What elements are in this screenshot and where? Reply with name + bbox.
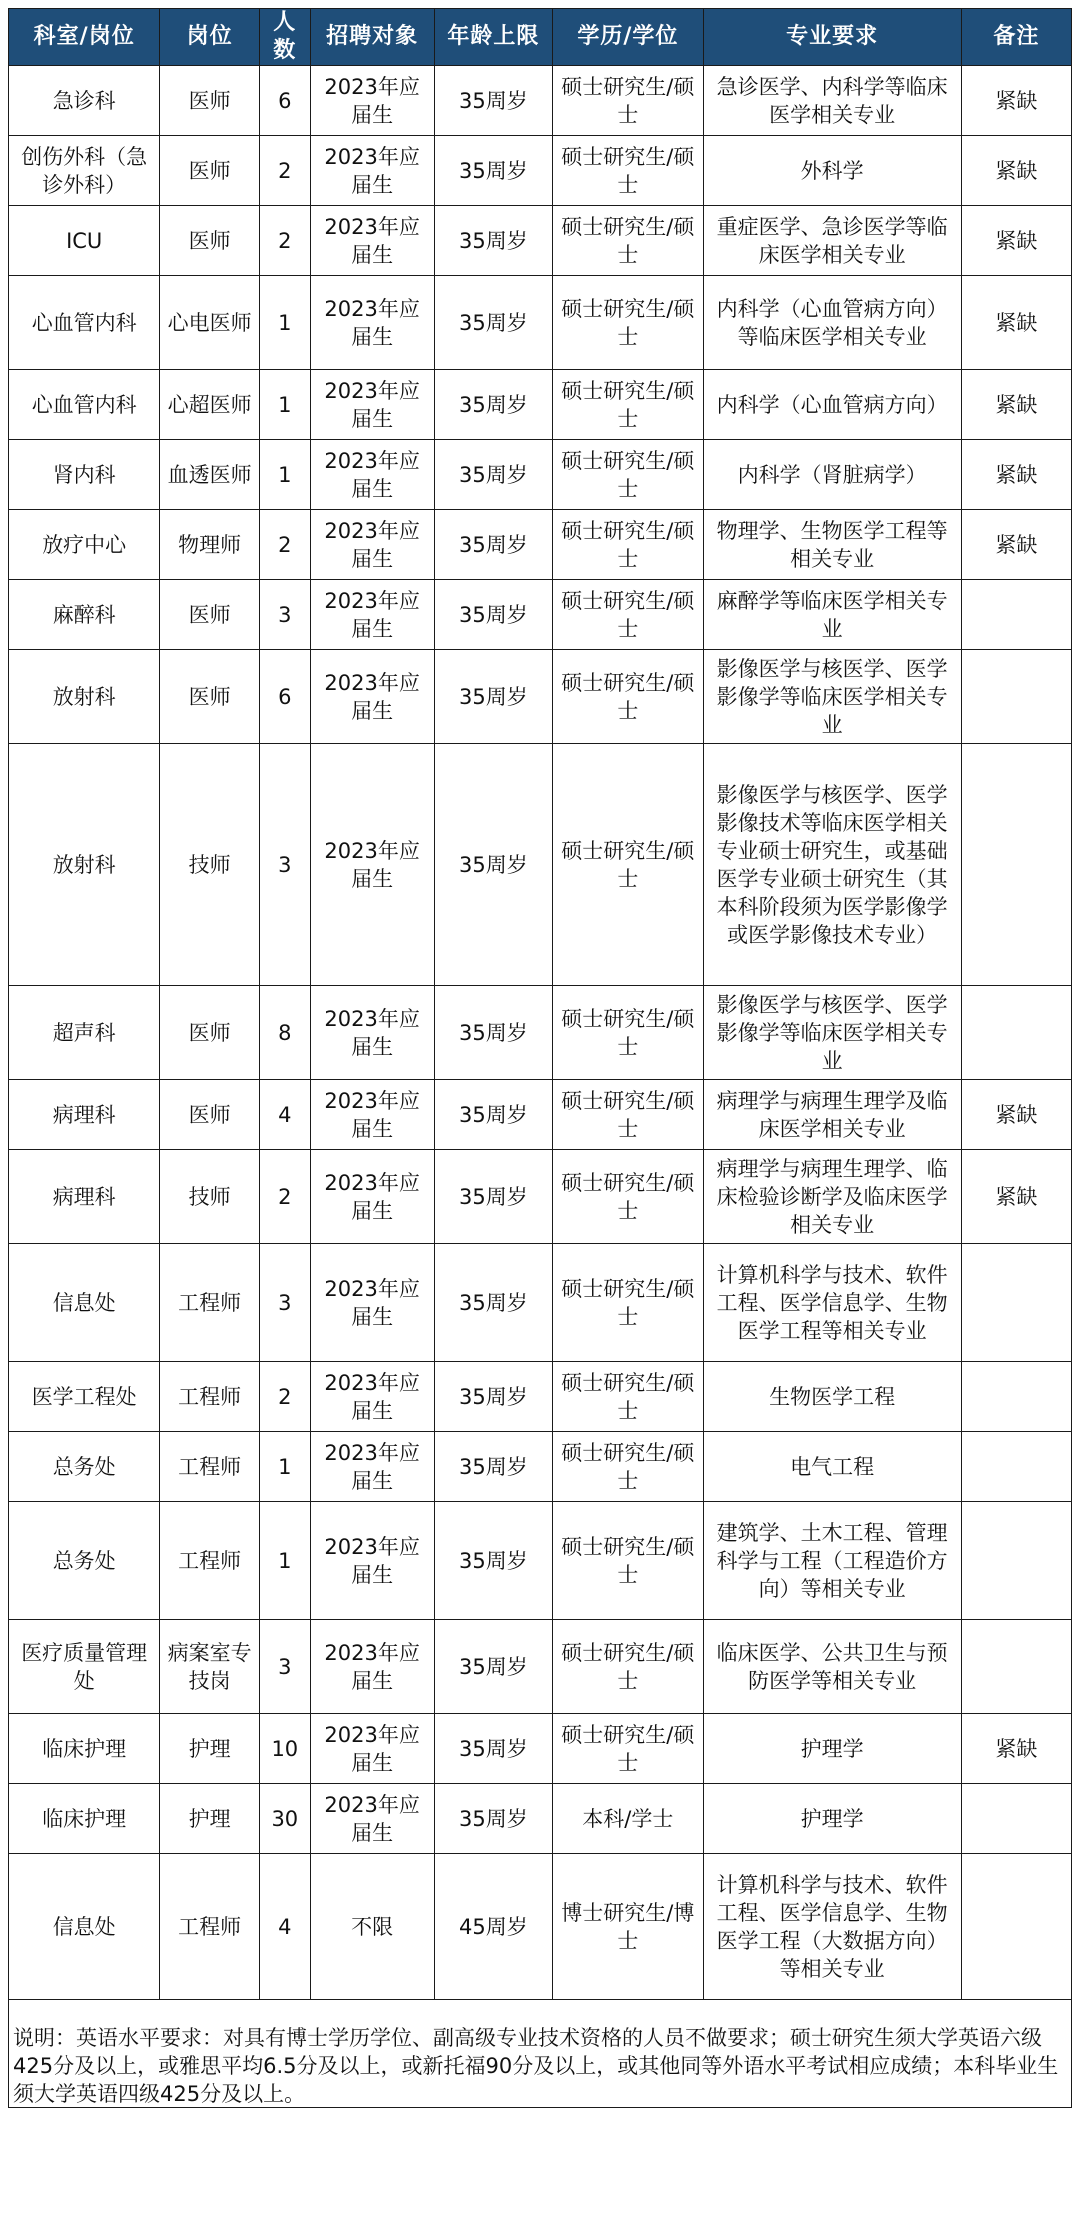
cell-dept: 临床护理 [9,1714,160,1784]
header-post: 岗位 [160,9,260,66]
cell-post: 医师 [160,66,260,136]
cell-target: 2023年应届生 [310,136,434,206]
table-row [9,1432,1072,1502]
cell-edu: 硕士研究生/硕士 [553,744,703,986]
cell-post: 医师 [160,580,260,650]
cell-count: 2 [259,206,310,276]
cell-edu: 硕士研究生/硕士 [553,1080,703,1150]
cell-remark [961,1362,1071,1432]
cell-dept: 肾内科 [9,440,160,510]
cell-target: 2023年应届生 [310,510,434,580]
cell-dept: 创伤外科（急诊外科） [9,136,160,206]
cell-dept: 放射科 [9,744,160,986]
cell-edu: 硕士研究生/硕士 [553,206,703,276]
cell-remark: 紧缺 [961,1080,1071,1150]
cell-post: 医师 [160,136,260,206]
cell-age: 35周岁 [434,1432,553,1502]
cell-post: 护理 [160,1784,260,1854]
header-dept: 科室/岗位 [9,9,160,66]
table-row [9,1244,1072,1362]
cell-dept: 病理科 [9,1080,160,1150]
table-row [9,1854,1072,2000]
cell-post: 工程师 [160,1854,260,2000]
cell-requirement: 病理学与病理生理学及临床医学相关专业 [703,1080,961,1150]
cell-requirement: 影像医学与核医学、医学影像学等临床医学相关专业 [703,986,961,1080]
table-row [9,136,1072,206]
cell-dept: 超声科 [9,986,160,1080]
cell-age: 35周岁 [434,1784,553,1854]
cell-count: 8 [259,986,310,1080]
cell-age: 35周岁 [434,1080,553,1150]
cell-requirement: 内科学（心血管病方向） [703,370,961,440]
cell-remark: 紧缺 [961,1150,1071,1244]
cell-dept: 信息处 [9,1244,160,1362]
table-row [9,206,1072,276]
cell-remark [961,744,1071,986]
cell-requirement: 内科学（心血管病方向）等临床医学相关专业 [703,276,961,370]
recruitment-table-container [8,8,1072,2108]
cell-dept: 临床护理 [9,1784,160,1854]
cell-requirement: 生物医学工程 [703,1362,961,1432]
table-row [9,1362,1072,1432]
cell-post: 物理师 [160,510,260,580]
cell-edu: 硕士研究生/硕士 [553,650,703,744]
cell-requirement: 内科学（肾脏病学） [703,440,961,510]
table-row [9,1150,1072,1244]
table-row [9,580,1072,650]
cell-post: 技师 [160,1150,260,1244]
cell-target: 2023年应届生 [310,580,434,650]
cell-post: 技师 [160,744,260,986]
footnote: 说明：英语水平要求：对具有博士学历学位、副高级专业技术资格的人员不做要求；硕士研究生须大学英语六级425分及以上，或雅思平均6.5分及以上，或新托福90分及以上，或其他同等外语水平考试相应成绩；本科毕业生须大学英语四级425分及以上。 [8,2000,1072,2108]
cell-age: 35周岁 [434,440,553,510]
cell-dept: 医疗质量管理处 [9,1620,160,1714]
cell-dept: 医学工程处 [9,1362,160,1432]
cell-post: 病案室专技岗 [160,1620,260,1714]
cell-requirement: 计算机科学与技术、软件工程、医学信息学、生物医学工程（大数据方向）等相关专业 [703,1854,961,2000]
table-row [9,370,1072,440]
table-body [9,66,1072,2000]
cell-age: 35周岁 [434,1150,553,1244]
cell-requirement: 外科学 [703,136,961,206]
cell-target: 2023年应届生 [310,1620,434,1714]
cell-age: 35周岁 [434,370,553,440]
header-age: 年龄上限 [434,9,553,66]
table-row [9,1714,1072,1784]
cell-age: 35周岁 [434,650,553,744]
cell-requirement: 重症医学、急诊医学等临床医学相关专业 [703,206,961,276]
recruitment-table [8,8,1072,2000]
cell-age: 35周岁 [434,986,553,1080]
cell-post: 心电医师 [160,276,260,370]
header-edu: 学历/学位 [553,9,703,66]
cell-edu: 硕士研究生/硕士 [553,1432,703,1502]
cell-target: 2023年应届生 [310,1784,434,1854]
cell-dept: 麻醉科 [9,580,160,650]
cell-edu: 硕士研究生/硕士 [553,370,703,440]
cell-count: 2 [259,136,310,206]
cell-remark [961,1784,1071,1854]
cell-post: 护理 [160,1714,260,1784]
cell-requirement: 麻醉学等临床医学相关专业 [703,580,961,650]
cell-target: 2023年应届生 [310,744,434,986]
cell-age: 35周岁 [434,580,553,650]
cell-edu: 硕士研究生/硕士 [553,136,703,206]
cell-dept: 急诊科 [9,66,160,136]
cell-remark: 紧缺 [961,136,1071,206]
cell-remark [961,1502,1071,1620]
cell-count: 1 [259,276,310,370]
cell-post: 工程师 [160,1362,260,1432]
cell-edu: 硕士研究生/硕士 [553,1502,703,1620]
cell-target: 不限 [310,1854,434,2000]
cell-remark: 紧缺 [961,510,1071,580]
cell-remark [961,1244,1071,1362]
cell-requirement: 计算机科学与技术、软件工程、医学信息学、生物医学工程等相关专业 [703,1244,961,1362]
cell-age: 45周岁 [434,1854,553,2000]
cell-count: 3 [259,1244,310,1362]
cell-requirement: 影像医学与核医学、医学影像技术等临床医学相关专业硕士研究生，或基础医学专业硕士研究生（其本科阶段须为医学影像学或医学影像技术专业） [703,744,961,986]
cell-remark [961,650,1071,744]
cell-count: 6 [259,650,310,744]
cell-requirement: 物理学、生物医学工程等相关专业 [703,510,961,580]
cell-count: 3 [259,580,310,650]
header-count: 人数 [259,9,310,66]
cell-remark [961,986,1071,1080]
cell-remark: 紧缺 [961,1714,1071,1784]
cell-dept: 心血管内科 [9,276,160,370]
cell-target: 2023年应届生 [310,370,434,440]
cell-target: 2023年应届生 [310,1150,434,1244]
cell-target: 2023年应届生 [310,66,434,136]
cell-age: 35周岁 [434,744,553,986]
cell-target: 2023年应届生 [310,1362,434,1432]
cell-count: 3 [259,1620,310,1714]
cell-dept: 病理科 [9,1150,160,1244]
cell-edu: 硕士研究生/硕士 [553,440,703,510]
table-row [9,1080,1072,1150]
cell-count: 1 [259,440,310,510]
cell-edu: 硕士研究生/硕士 [553,1244,703,1362]
cell-count: 2 [259,1150,310,1244]
cell-dept: 总务处 [9,1502,160,1620]
cell-remark [961,1432,1071,1502]
cell-age: 35周岁 [434,1620,553,1714]
cell-count: 1 [259,1432,310,1502]
table-header-row [9,9,1072,66]
cell-count: 4 [259,1080,310,1150]
cell-remark: 紧缺 [961,206,1071,276]
cell-target: 2023年应届生 [310,1714,434,1784]
cell-remark [961,1854,1071,2000]
table-row [9,1620,1072,1714]
cell-target: 2023年应届生 [310,1502,434,1620]
cell-dept: 心血管内科 [9,370,160,440]
cell-count: 10 [259,1714,310,1784]
table-row [9,986,1072,1080]
cell-age: 35周岁 [434,510,553,580]
cell-target: 2023年应届生 [310,1244,434,1362]
cell-age: 35周岁 [434,1502,553,1620]
cell-count: 1 [259,1502,310,1620]
cell-remark: 紧缺 [961,440,1071,510]
cell-target: 2023年应届生 [310,1432,434,1502]
cell-requirement: 影像医学与核医学、医学影像学等临床医学相关专业 [703,650,961,744]
cell-target: 2023年应届生 [310,650,434,744]
cell-remark: 紧缺 [961,370,1071,440]
cell-dept: 放疗中心 [9,510,160,580]
table-row [9,276,1072,370]
cell-requirement: 护理学 [703,1784,961,1854]
header-target: 招聘对象 [310,9,434,66]
cell-requirement: 电气工程 [703,1432,961,1502]
table-row [9,650,1072,744]
cell-requirement: 病理学与病理生理学、临床检验诊断学及临床医学相关专业 [703,1150,961,1244]
cell-count: 1 [259,370,310,440]
cell-remark: 紧缺 [961,276,1071,370]
header-remark: 备注 [961,9,1071,66]
cell-count: 30 [259,1784,310,1854]
cell-requirement: 临床医学、公共卫生与预防医学等相关专业 [703,1620,961,1714]
cell-edu: 博士研究生/博士 [553,1854,703,2000]
cell-post: 医师 [160,650,260,744]
cell-edu: 硕士研究生/硕士 [553,510,703,580]
table-row [9,1502,1072,1620]
cell-edu: 硕士研究生/硕士 [553,66,703,136]
cell-post: 工程师 [160,1502,260,1620]
cell-target: 2023年应届生 [310,206,434,276]
cell-dept: 总务处 [9,1432,160,1502]
cell-edu: 硕士研究生/硕士 [553,276,703,370]
cell-age: 35周岁 [434,276,553,370]
cell-dept: 信息处 [9,1854,160,2000]
header-requirement: 专业要求 [703,9,961,66]
cell-count: 3 [259,744,310,986]
cell-age: 35周岁 [434,136,553,206]
cell-target: 2023年应届生 [310,276,434,370]
cell-requirement: 建筑学、土木工程、管理科学与工程（工程造价方向）等相关专业 [703,1502,961,1620]
cell-remark [961,1620,1071,1714]
table-row [9,510,1072,580]
cell-count: 4 [259,1854,310,2000]
cell-post: 心超医师 [160,370,260,440]
cell-age: 35周岁 [434,206,553,276]
cell-age: 35周岁 [434,66,553,136]
cell-edu: 硕士研究生/硕士 [553,986,703,1080]
cell-post: 医师 [160,1080,260,1150]
cell-post: 血透医师 [160,440,260,510]
cell-post: 医师 [160,206,260,276]
cell-count: 2 [259,1362,310,1432]
cell-edu: 硕士研究生/硕士 [553,1620,703,1714]
cell-edu: 硕士研究生/硕士 [553,1362,703,1432]
cell-age: 35周岁 [434,1362,553,1432]
cell-post: 工程师 [160,1244,260,1362]
cell-age: 35周岁 [434,1714,553,1784]
cell-count: 2 [259,510,310,580]
cell-requirement: 护理学 [703,1714,961,1784]
cell-target: 2023年应届生 [310,1080,434,1150]
cell-remark: 紧缺 [961,66,1071,136]
cell-edu: 硕士研究生/硕士 [553,1150,703,1244]
cell-edu: 硕士研究生/硕士 [553,1714,703,1784]
cell-target: 2023年应届生 [310,440,434,510]
cell-count: 6 [259,66,310,136]
cell-dept: ICU [9,206,160,276]
cell-post: 医师 [160,986,260,1080]
cell-remark [961,580,1071,650]
cell-edu: 硕士研究生/硕士 [553,580,703,650]
cell-target: 2023年应届生 [310,986,434,1080]
cell-edu: 本科/学士 [553,1784,703,1854]
table-row [9,440,1072,510]
cell-post: 工程师 [160,1432,260,1502]
cell-dept: 放射科 [9,650,160,744]
cell-requirement: 急诊医学、内科学等临床医学相关专业 [703,66,961,136]
cell-age: 35周岁 [434,1244,553,1362]
table-row [9,744,1072,986]
table-row [9,1784,1072,1854]
table-row [9,66,1072,136]
